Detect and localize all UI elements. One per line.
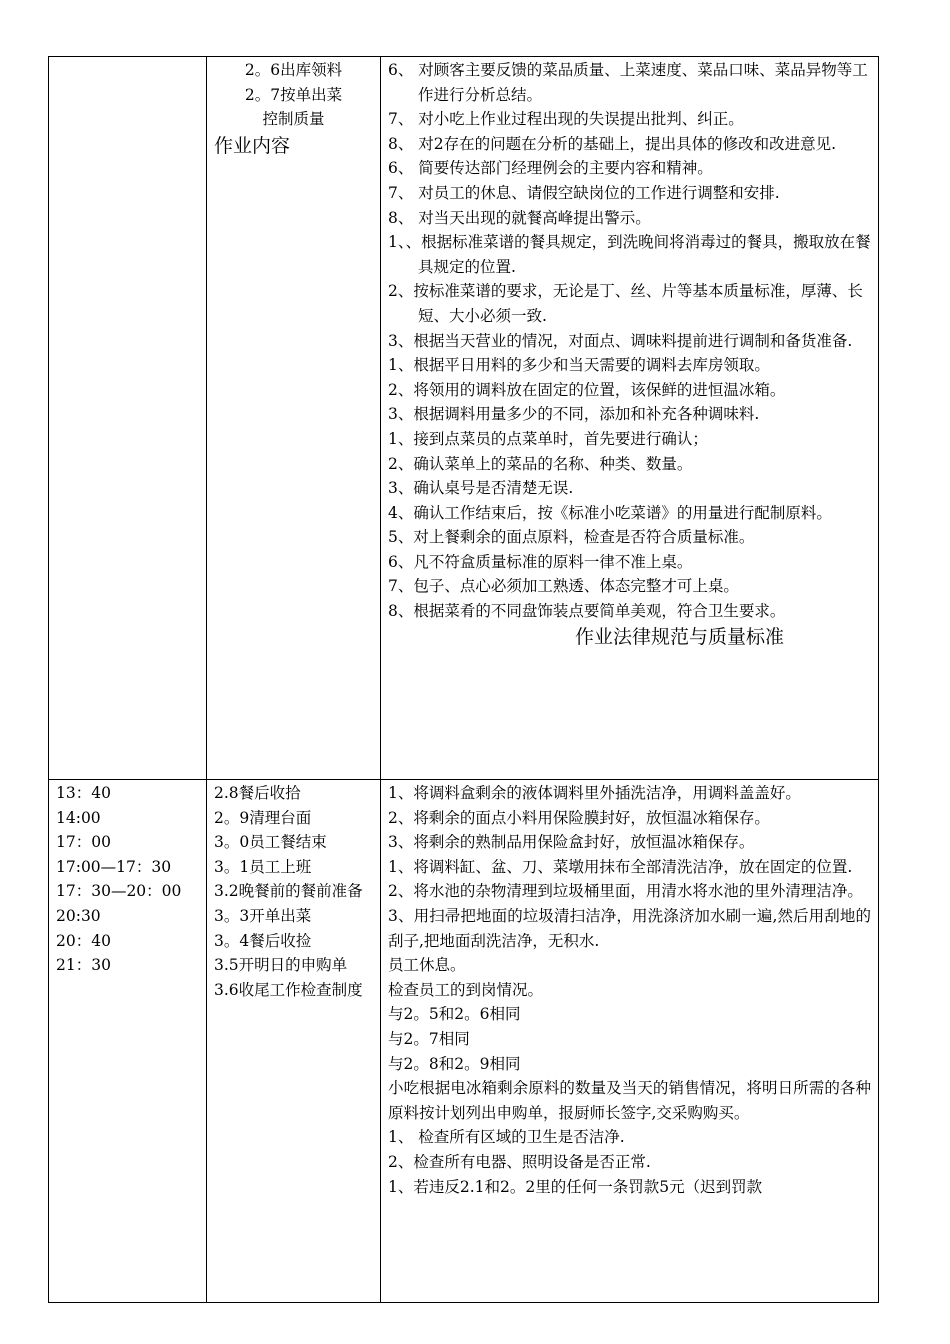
time-entry: 14:00 — [56, 808, 101, 827]
table-row — [49, 780, 879, 1303]
list-item: 1、、根据标准菜谱的餐具规定，到洗晚间将消毒过的餐具，搬取放在餐具规定的位置. — [388, 233, 871, 276]
list-item: 2、将领用的调料放在固定的位置，该保鲜的进恒温冰箱。 — [388, 380, 786, 399]
list-item: 3、根据当天营业的情况，对面点、调味料提前进行调制和备货准备. — [388, 331, 853, 350]
task-line: 2。7按单出菜 — [244, 85, 343, 104]
list-item: 与2。8和2。9相同 — [388, 1054, 521, 1073]
list-item: 2、将水池的杂物清理到垃圾桶里面，用清水将水池的里外清理洁净。 — [388, 882, 863, 901]
task-line: 2。9清理台面 — [214, 808, 312, 827]
list-item: 3、将剩余的熟制品用保险盒封好，放恒温冰箱保存。 — [388, 833, 755, 852]
section-heading-content: 作业内容 — [214, 134, 291, 157]
task-line: 3.2晚餐前的餐前准备 — [214, 882, 363, 901]
list-item: 1、将调料缸、盆、刀、菜墩用抹布全部清洗洁净，放在固定的位置. — [388, 857, 853, 876]
list-item: 1、接到点菜员的点菜单时，首先要进行确认； — [388, 429, 708, 448]
task-cell — [207, 780, 381, 1303]
task-line: 3。4餐后收捡 — [214, 931, 312, 950]
task-line: 2。6出库领料 — [244, 61, 343, 79]
task-line: 3.5开明日的申购单 — [214, 956, 348, 975]
task-cell — [207, 57, 381, 780]
time-entry: 20:30 — [56, 906, 101, 925]
list-item: 1、根据平日用料的多少和当天需要的调料去库房领取。 — [388, 356, 770, 375]
list-item: 8、根据菜肴的不同盘饰装点要简单美观，符合卫生要求。 — [388, 602, 786, 621]
list-item: 6、 对顾客主要反馈的菜品质量、上菜速度、菜品口味、菜品异物等工作进行分析总结。 — [388, 61, 868, 104]
list-item: 1、 检查所有区域的卫生是否洁净. — [388, 1128, 625, 1147]
list-item: 5、对上餐剩余的面点原料，检查是否符合质量标准。 — [388, 528, 755, 547]
list-item: 与2。5和2。6相同 — [388, 1005, 521, 1024]
list-item: 1、将调料盒剩余的液体调料里外插洗洁净，用调料盖盖好。 — [388, 784, 801, 802]
table-row — [49, 57, 879, 780]
list-item: 7、包子、点心必须加工熟透、体态完整才可上桌。 — [388, 577, 739, 596]
time-entry: 17：30—20：00 — [56, 882, 182, 901]
list-item: 2、按标准菜谱的要求，无论是丁、丝、片等基本质量标准，厚薄、长短、大小必须一致. — [388, 282, 863, 325]
list-item: 与2。7相同 — [388, 1029, 470, 1048]
task-line: 控制质量 — [262, 110, 325, 129]
standard-cell — [381, 780, 879, 1303]
list-item: 6、凡不符盒质量标准的原料一律不准上桌。 — [388, 552, 693, 571]
time-entry: 13：40 — [56, 784, 111, 802]
task-line: 3。3开单出菜 — [214, 906, 312, 925]
list-item: 员工休息。 — [388, 956, 466, 975]
time-entry: 20：40 — [56, 931, 111, 950]
standard-cell — [381, 57, 879, 780]
list-item: 3、确认桌号是否清楚无误. — [388, 479, 574, 498]
list-item: 3、根据调料用量多少的不同，添加和补充各种调味料. — [388, 405, 760, 424]
time-entry: 17：00 — [56, 833, 111, 852]
list-item: 1、若违反2.1和2。2里的任何一条罚款5元（迟到罚款 — [388, 1177, 763, 1196]
task-line: 2.8餐后收拾 — [214, 784, 301, 802]
list-item: 检查员工的到岗情况。 — [388, 980, 544, 999]
list-item: 7、 对小吃上作业过程出现的失误提出批判、纠正。 — [388, 110, 744, 129]
time-cell — [49, 57, 207, 780]
task-line: 3.6收尾工作检查制度 — [214, 980, 363, 999]
list-item: 7、 对员工的休息、请假空缺岗位的工作进行调整和安排. — [388, 183, 780, 202]
section-heading-standards: 作业法律规范与质量标准 — [574, 625, 784, 648]
schedule-table — [48, 56, 879, 1303]
list-item: 8、 对2存在的问题在分析的基础上，提出具体的修改和改进意见. — [388, 134, 837, 153]
list-item: 2、检查所有电器、照明设备是否正常. — [388, 1152, 651, 1171]
list-item: 4、确认工作结束后，按《标准小吃菜谱》的用量进行配制原料。 — [388, 503, 832, 522]
task-line: 3。1员工上班 — [214, 857, 312, 876]
time-entry: 21：30 — [56, 956, 111, 975]
task-line: 3。0员工餐结束 — [214, 833, 327, 852]
list-item: 3、用扫帚把地面的垃圾清扫洁净，用洗涤济加水刷一遍,然后用刮地的刮子,把地面刮洗洁净，无积水. — [388, 906, 871, 950]
list-item: 2、将剩余的面点小料用保险膜封好，放恒温冰箱保存。 — [388, 808, 770, 827]
list-item: 小吃根据电冰箱剩余原料的数量及当天的销售情况，将明日所需的各种原料按计划列出申购单，报厨师长签字,交采购购买。 — [388, 1079, 871, 1122]
list-item: 6、 简要传达部门经理例会的主要内容和精神。 — [388, 159, 713, 178]
time-entry: 17:00—17：30 — [56, 857, 172, 876]
time-cell — [49, 780, 207, 1303]
list-item: 8、 对当天出现的就餐高峰提出警示。 — [388, 208, 651, 227]
list-item: 2、确认菜单上的菜品的名称、种类、数量。 — [388, 454, 693, 473]
